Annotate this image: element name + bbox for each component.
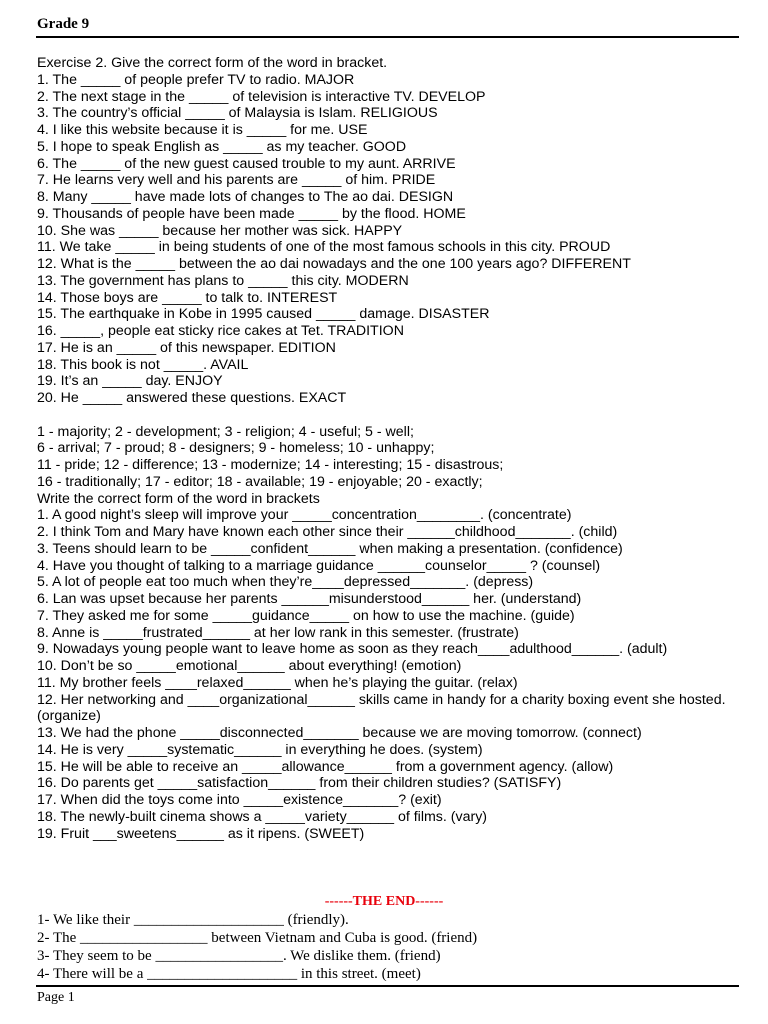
exercise2-item: 19. It’s an _____ day. ENJOY xyxy=(37,373,223,390)
header-divider xyxy=(36,36,739,38)
blank-line xyxy=(37,407,737,424)
exercise3-item: 13. We had the phone _____disconnected_______ because we are moving tomorrow. (connect) xyxy=(37,725,642,741)
final-exercise xyxy=(37,911,477,983)
exercise3-title: Write the correct form of the word in brackets xyxy=(37,490,320,507)
exercise2-item: 11. We take _____ in being students of one of the most famous schools in this city. PROUD xyxy=(37,239,611,256)
exercise3-item: 10. Don’t be so _____emotional______ about everything! (emotion) xyxy=(37,658,462,674)
exercise3-item: 1. A good night’s sleep will improve your _____concentration________. (concentrate) xyxy=(37,507,572,524)
exercise2-item: 6. The _____ of the new guest caused trouble to my aunt. ARRIVE xyxy=(37,155,456,172)
exercise3-item: 5. A lot of people eat too much when they’re____depressed_______. (depress) xyxy=(37,574,534,591)
page-number: Page 1 xyxy=(37,990,75,1005)
exercise2-item: 9. Thousands of people have been made _____ by the flood. HOME xyxy=(37,205,466,222)
exercise2-item: 4. I like this website because it is _____ for me. USE xyxy=(37,122,368,138)
exercise3-item: 17. When did the toys come into _____existence_______? (exit) xyxy=(37,792,442,808)
document-body xyxy=(37,55,737,842)
exercise3-item: 16. Do parents get _____satisfaction______ from their children studies? (SATISFY) xyxy=(37,775,562,792)
exercise2-item: 12. What is the _____ between the ao dai nowadays and the one 100 years ago? DIFFERENT xyxy=(37,256,631,272)
exercise2-item: 16. _____, people eat sticky rice cakes at Tet. TRADITION xyxy=(37,323,404,339)
exercise3-item: 8. Anne is _____frustrated______ at her low rank in this semester. (frustrate) xyxy=(37,624,519,641)
exercise2-item: 20. He _____ answered these questions. EXACT xyxy=(37,390,347,406)
exercise2-item: 2. The next stage in the _____ of television is interactive TV. DEVELOP xyxy=(37,88,486,105)
exercise3-item: 9. Nowadays young people want to leave home as soon as they reach____adulthood______. (adult) xyxy=(37,641,668,658)
exercise2-item: 13. The government has plans to _____ this city. MODERN xyxy=(37,272,409,289)
exercise3-item: 15. He will be able to receive an _____allowance______ from a government agency. (allow) xyxy=(37,758,614,775)
exercise2-item: 7. He learns very well and his parents are _____ of him. PRIDE xyxy=(37,172,436,189)
exercise3-item: 7. They asked me for some _____guidance_____ on how to use the machine. (guide) xyxy=(37,607,575,624)
exercise3-item: 18. The newly-built cinema shows a _____variety______ of films. (vary) xyxy=(37,808,488,825)
exercise2-item: 8. Many _____ have made lots of changes to The ao dai. DESIGN xyxy=(37,189,454,205)
exercise3-item: 2. I think Tom and Mary have known each other since their ______childhood_______. (child) xyxy=(37,524,618,540)
final-item: 2- The _________________ between Vietnam and Cuba is good. (friend) xyxy=(37,930,478,946)
final-item: 1- We like their ____________________ (friendly). xyxy=(37,912,349,928)
final-item: 3- They seem to be _________________. We dislike them. (friend) xyxy=(37,948,441,964)
exercise2-item: 15. The earthquake in Kobe in 1995 caused _____ damage. DISASTER xyxy=(37,306,490,323)
exercise2-item: 17. He is an _____ of this newspaper. EDITION xyxy=(37,339,336,356)
end-marker: ------THE END------ xyxy=(324,894,444,909)
answer-key-line: 11 - pride; 12 - difference; 13 - modernize; 14 - interesting; 15 - disastrous; xyxy=(37,457,504,473)
page-header-title: Grade 9 xyxy=(37,16,90,32)
exercise3-item: 19. Fruit ___sweetens______ as it ripens. (SWEET) xyxy=(37,825,365,842)
footer-divider xyxy=(36,985,739,987)
answer-key-line: 1 - majority; 2 - development; 3 - religion; 4 - useful; 5 - well; xyxy=(37,423,414,440)
answer-key-line: 16 - traditionally; 17 - editor; 18 - available; 19 - enjoyable; 20 - exactly; xyxy=(37,473,483,490)
exercise2-item: 1. The _____ of people prefer TV to radio. MAJOR xyxy=(37,71,355,88)
exercise3-item: 11. My brother feels ____relaxed______ when he’s playing the guitar. (relax) xyxy=(37,674,518,691)
answer-key-line: 6 - arrival; 7 - proud; 8 - designers; 9 - homeless; 10 - unhappy; xyxy=(37,440,435,457)
exercise2-item: 3. The country’s official _____ of Malaysia is Islam. RELIGIOUS xyxy=(37,105,438,122)
exercise3-item: 6. Lan was upset because her parents ______misunderstood______ her. (understand) xyxy=(37,591,582,607)
exercise2-item: 10. She was _____ because her mother was sick. HAPPY xyxy=(37,222,403,239)
exercise2-item: 5. I hope to speak English as _____ as my teacher. GOOD xyxy=(37,138,407,155)
exercise3-item: 14. He is very _____systematic______ in everything he does. (system) xyxy=(37,741,483,758)
exercise2-item: 14. Those boys are _____ to talk to. INTEREST xyxy=(37,289,338,306)
final-item: 4- There will be a ____________________ in this street. (meet) xyxy=(37,966,421,982)
exercise3-item: 4. Have you thought of talking to a marriage guidance ______counselor_____ ? (counsel) xyxy=(37,557,601,574)
exercise3-item: 3. Teens should learn to be _____confident______ when making a presentation. (confidence) xyxy=(37,540,623,557)
exercise3-item: 12. Her networking and ____organizational______ skills came in handy for a charity boxing event she hosted. (organize) xyxy=(37,691,726,725)
exercise2-title: Exercise 2. Give the correct form of the word in bracket. xyxy=(37,55,388,71)
exercise2-item: 18. This book is not _____. AVAIL xyxy=(37,356,249,373)
